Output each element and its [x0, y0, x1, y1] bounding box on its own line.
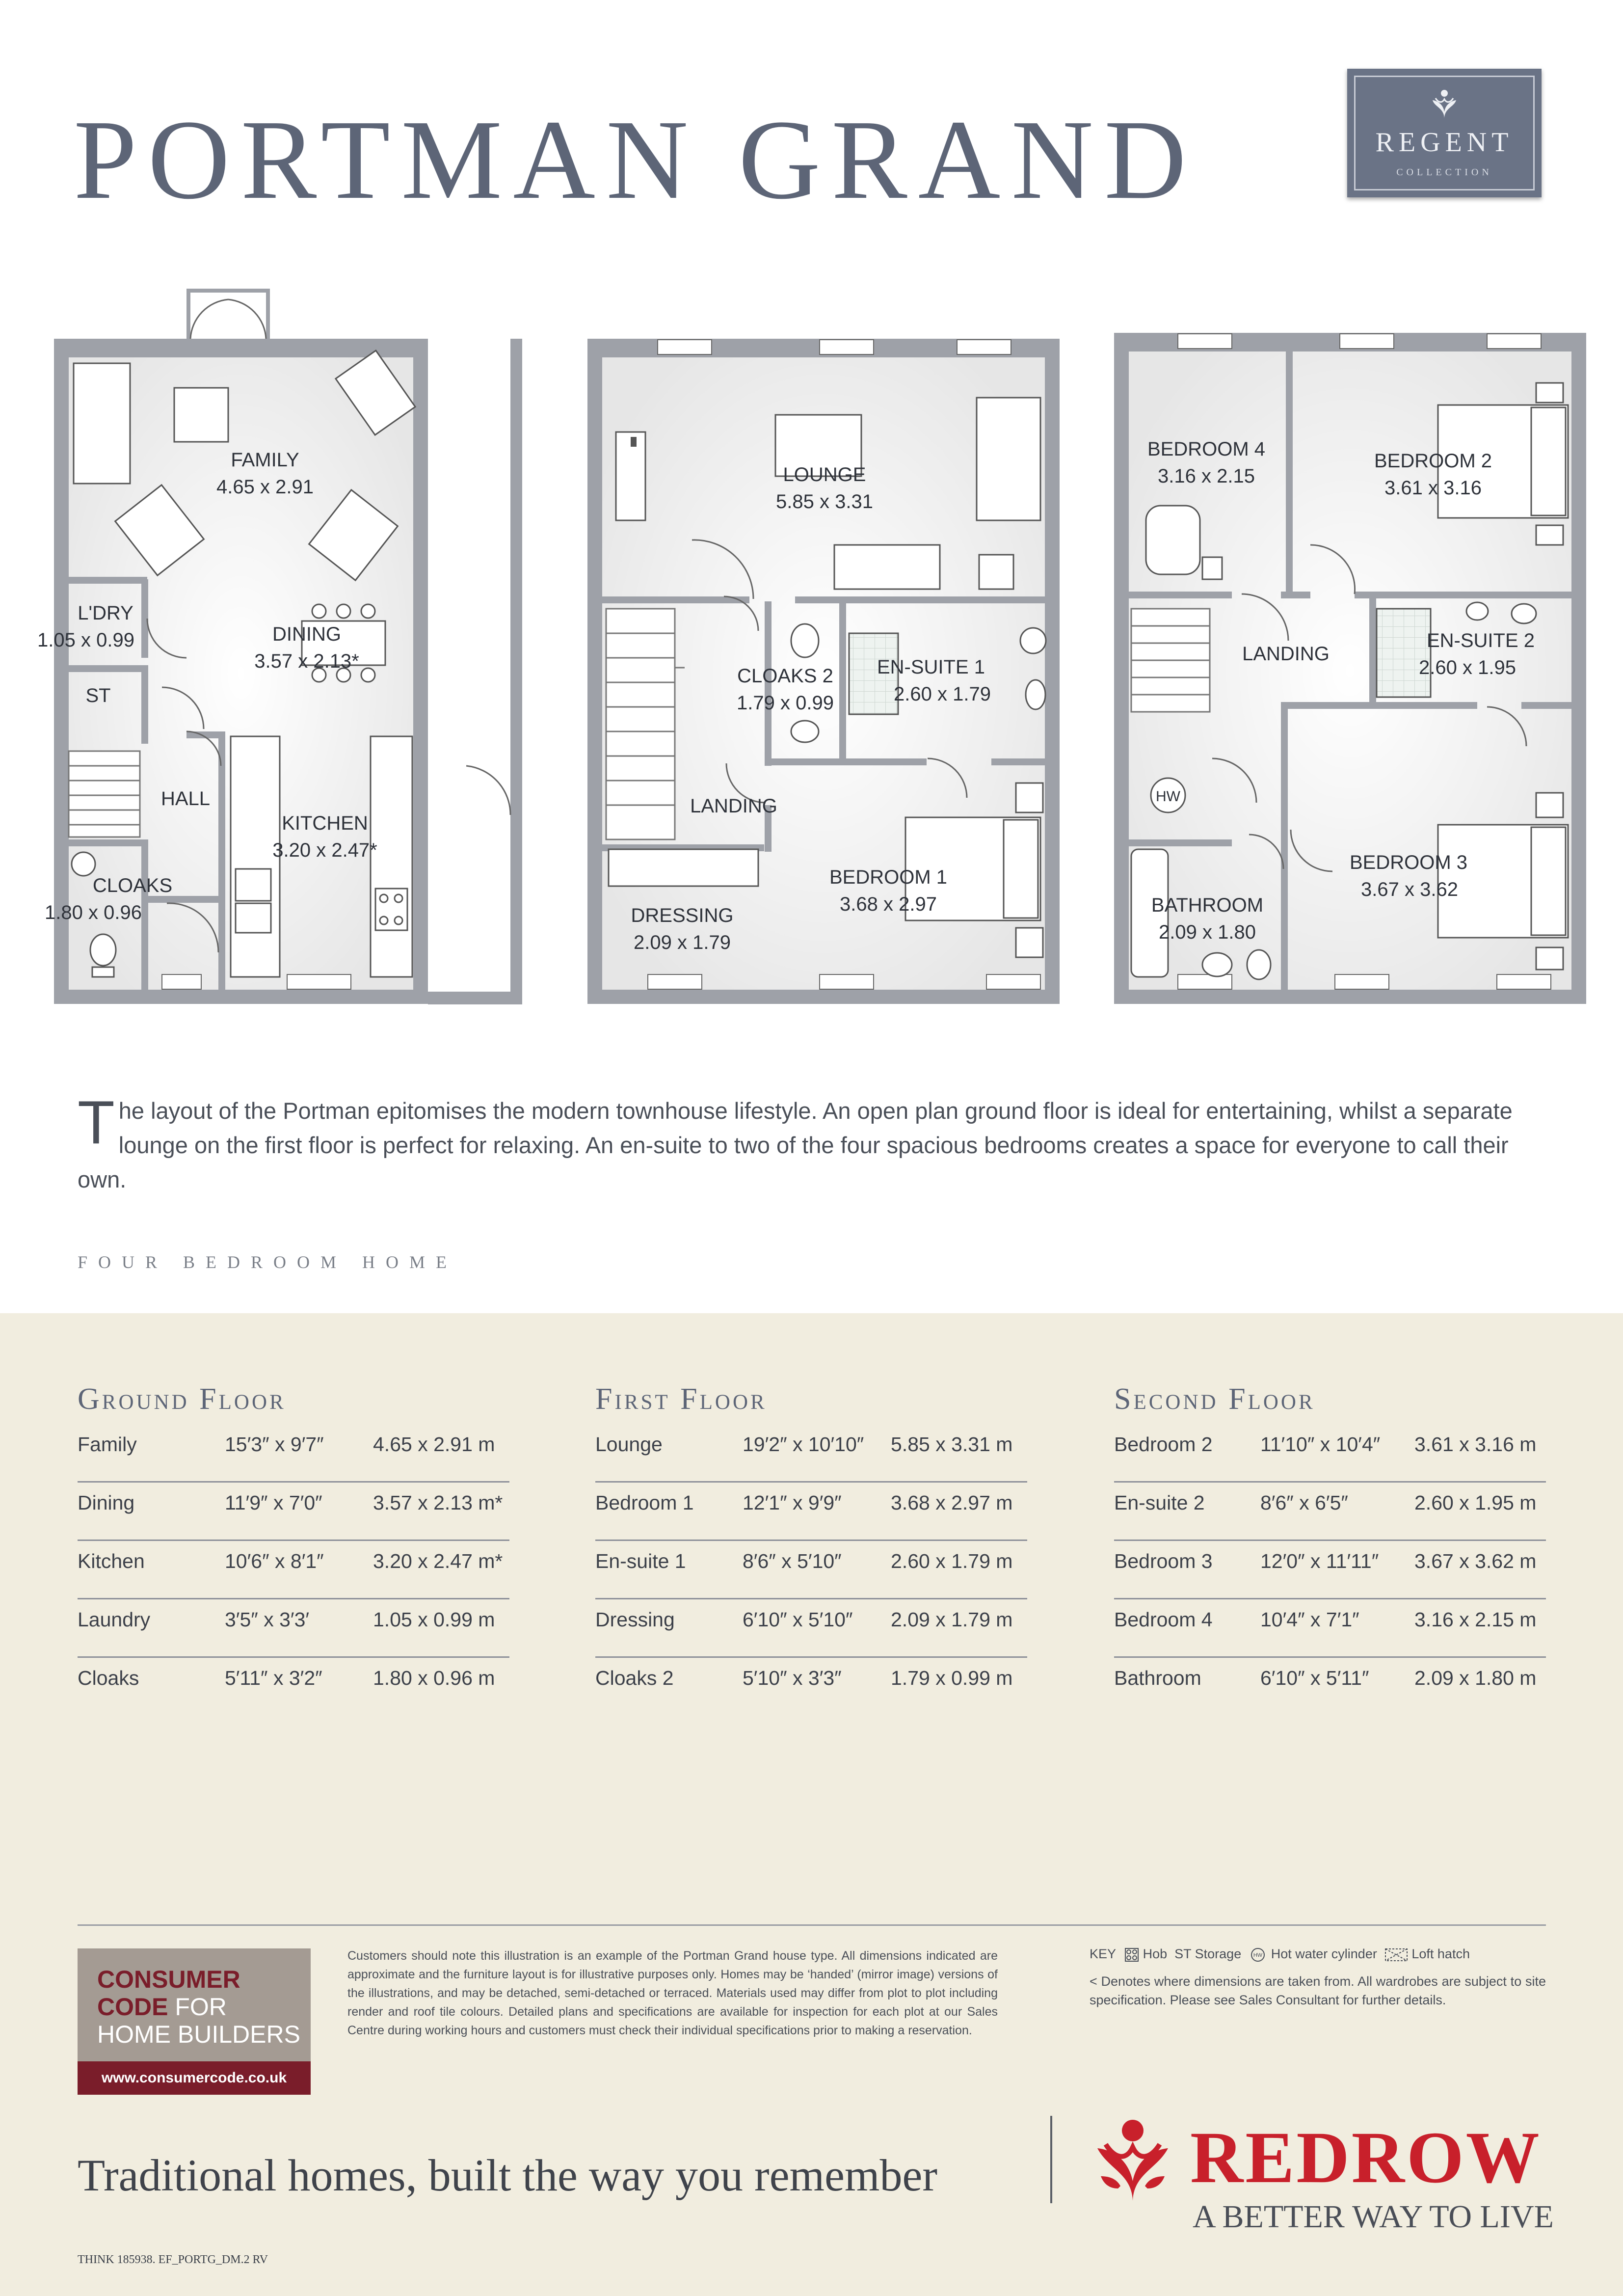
room-name-bedroom1: BEDROOM 1: [829, 866, 948, 888]
metric-size: 1.79 x 0.99 m: [891, 1667, 1013, 1689]
hot-water-cylinder-icon: [1249, 1947, 1267, 1962]
room-size-bedroom4: 3.16 x 2.15: [1158, 465, 1255, 487]
disclaimer-text: Customers should note this illustration is an example of the Portman Grand house type. All dimensions indicated are approximate and the furniture layout is for illustrative purposes only. Homes may be ‘handed’ (mirror image) versions of the illustrations, and may be detached, semi-detached or terraced. Materials used may differ from plot to plot including render and roof tile colours. Detailed plans and specifications are available for inspection for each plot at our Sales Centre during working hours and customers must check their individual specifications prior to making a reservation.: [347, 1949, 998, 2037]
footer-divider: [78, 1924, 1546, 1926]
room-label-st: [85, 685, 110, 706]
room-name-bedroom4: BEDROOM 4: [1147, 438, 1266, 460]
table-row: [78, 1483, 509, 1541]
room-size-ensuite2: 2.60 x 1.95: [1419, 657, 1516, 678]
room-name-lounge: LOUNGE: [783, 464, 866, 486]
room-name-cloaks2: CLOAKS 2: [737, 665, 833, 687]
redrow-tagline: A BETTER WAY TO LIVE: [1193, 2199, 1554, 2235]
room-label-hall: [161, 788, 210, 810]
hob-icon: [1124, 1947, 1139, 1962]
imperial-size: 11′9″ x 7′0″: [225, 1491, 322, 1514]
drop-cap: T: [78, 1089, 115, 1157]
room-name-st: ST: [85, 685, 111, 706]
cc-line-2: [97, 1993, 227, 2021]
page-title: PORTMAN GRAND: [74, 97, 1197, 223]
table-row: [1114, 1599, 1546, 1658]
room-size-family: 4.65 x 2.91: [216, 476, 314, 498]
loft-hatch-icon: [1384, 1947, 1408, 1962]
room-name: Kitchen: [78, 1550, 145, 1572]
room-size-cloaks2: 1.79 x 0.99: [737, 692, 834, 714]
metric-size: 3.68 x 2.97 m: [891, 1491, 1013, 1514]
document-reference: THINK 185938. EF_PORTG_DM.2 RV: [78, 2253, 268, 2266]
ground-floor-table: [78, 1424, 509, 1716]
room-size-ensuite1: 2.60 x 1.79: [894, 683, 991, 705]
imperial-size: 10′6″ x 8′1″: [225, 1550, 324, 1572]
metric-size: 5.85 x 3.31 m: [891, 1433, 1013, 1456]
imperial-size: 5′10″ x 3′3″: [743, 1667, 842, 1689]
room-label-landing-first: [690, 795, 777, 817]
room-name: Laundry: [78, 1608, 151, 1631]
room-name: En-suite 1: [595, 1550, 686, 1572]
imperial-size: 11′10″ x 10′4″: [1260, 1433, 1381, 1456]
room-name-bathroom: BATHROOM: [1151, 894, 1264, 916]
imperial-size: 15′3″ x 9′7″: [225, 1433, 324, 1456]
table-row: [1114, 1483, 1546, 1541]
intro-text: he layout of the Portman epitomises the modern townhouse lifestyle. An open plan ground floor is ideal for entertaining, whilst a separate lounge on the first floor is perfect for relaxing. An en-suite to two of the four spacious bedrooms creates a space for everyone to call their own.: [78, 1098, 1513, 1192]
table-row: [595, 1483, 1027, 1541]
room-name-dressing: DRESSING: [631, 905, 734, 926]
imperial-size: 12′1″ x 9′9″: [743, 1491, 842, 1514]
room-name: Lounge: [595, 1433, 663, 1456]
imperial-size: 6′10″ x 5′11″: [1260, 1667, 1369, 1689]
room-name: Dining: [78, 1491, 135, 1514]
first-floor-table: [595, 1424, 1027, 1716]
imperial-size: 19′2″ x 10′10″: [743, 1433, 864, 1456]
cc-code: CODE: [97, 1993, 168, 2021]
room-name-landing-second: LANDING: [1242, 643, 1330, 665]
table-row: [595, 1541, 1027, 1599]
room-name: Cloaks: [78, 1667, 139, 1689]
room-name-ensuite2: EN-SUITE 2: [1426, 630, 1535, 651]
second-floor-heading: Second Floor: [1114, 1382, 1315, 1416]
table-row: [78, 1424, 509, 1483]
imperial-size: 8′6″ x 5′10″: [743, 1550, 842, 1572]
ground-floor-heading: Ground Floor: [78, 1382, 286, 1416]
second-floor-plan: [1114, 333, 1586, 1004]
cc-for: FOR: [175, 1993, 227, 2021]
hw-icon-glyph: HW: [1253, 1952, 1263, 1958]
table-row: [78, 1599, 509, 1658]
room-name-hall: HALL: [160, 788, 211, 810]
metric-size: 3.57 x 2.13 m*: [373, 1491, 503, 1514]
room-size-kitchen: 3.20 x 2.47*: [272, 839, 377, 861]
metric-size: 2.09 x 1.79 m: [891, 1608, 1013, 1631]
key-loft-hatch: Loft hatch: [1411, 1946, 1470, 1961]
room-size-laundry: 1.05 x 0.99: [37, 629, 134, 651]
badge-sub: COLLECTION: [1396, 167, 1492, 178]
room-name: Bedroom 4: [1114, 1608, 1213, 1631]
metric-size: 3.20 x 2.47 m*: [373, 1550, 503, 1572]
metric-size: 4.65 x 2.91 m: [373, 1433, 495, 1456]
room-name: Family: [78, 1433, 137, 1456]
room-name: Cloaks 2: [595, 1667, 674, 1689]
metric-size: 1.05 x 0.99 m: [373, 1608, 495, 1631]
metric-size: 2.60 x 1.95 m: [1414, 1491, 1537, 1514]
consumer-code-url[interactable]: www.consumercode.co.uk: [78, 2061, 311, 2095]
room-name-kitchen: KITCHEN: [282, 812, 368, 834]
hw-cylinder-label: HW: [1156, 788, 1180, 805]
room-label-hw: [1156, 788, 1181, 805]
metric-size: 1.80 x 0.96 m: [373, 1667, 495, 1689]
imperial-size: 12′0″ x 11′11″: [1260, 1550, 1379, 1572]
imperial-size: 3′5″ x 3′3′: [225, 1608, 310, 1631]
imperial-size: 5′11″ x 3′2″: [225, 1667, 322, 1689]
cc-line-3: HOME BUILDERS: [97, 2021, 300, 2048]
key-storage: ST Storage: [1174, 1946, 1242, 1961]
key-hot-water: Hot water cylinder: [1271, 1946, 1377, 1961]
metric-size: 2.09 x 1.80 m: [1414, 1667, 1537, 1689]
room-size-bedroom1: 3.68 x 2.97: [840, 893, 937, 915]
first-floor-heading: First Floor: [595, 1382, 767, 1416]
table-row: [78, 1541, 509, 1599]
cc-line-1: CONSUMER: [97, 1966, 240, 1993]
metric-size: 3.16 x 2.15 m: [1414, 1608, 1537, 1631]
table-row: [1114, 1424, 1546, 1483]
table-row: [595, 1599, 1027, 1658]
ground-floor-plan: [37, 289, 555, 1004]
imperial-size: 6′10″ x 5′10″: [743, 1608, 853, 1631]
table-row: [1114, 1541, 1546, 1599]
room-name-dining: DINING: [272, 623, 341, 645]
key-note: < Denotes where dimensions are taken from. All wardrobes are subject to site specification. Please see Sales Consultant for further details.: [1090, 1974, 1546, 2007]
room-name: Bedroom 1: [595, 1491, 694, 1514]
intro-paragraph: [78, 1089, 1550, 1197]
table-row: [595, 1424, 1027, 1483]
key-label: KEY: [1090, 1946, 1116, 1961]
table-row: [78, 1658, 509, 1716]
table-row: [595, 1658, 1027, 1716]
consumer-code-logo: [78, 1948, 311, 2095]
room-name: Bedroom 2: [1114, 1433, 1213, 1456]
metric-size: 3.67 x 3.62 m: [1414, 1550, 1537, 1572]
second-floor-table: [1114, 1424, 1546, 1716]
room-size-bedroom3: 3.67 x 3.62: [1361, 879, 1458, 900]
tagline: Traditional homes, built the way you remember: [78, 2150, 937, 2200]
metric-size: 3.61 x 3.16 m: [1414, 1433, 1537, 1456]
imperial-size: 10′4″ x 7′1″: [1260, 1608, 1359, 1631]
room-name: Bedroom 3: [1114, 1550, 1213, 1572]
room-name-landing-first: LANDING: [690, 795, 777, 817]
key-hob: Hob: [1143, 1946, 1168, 1961]
table-row: [1114, 1658, 1546, 1716]
floor-plans: [0, 0, 1623, 1080]
key-legend: [1090, 1946, 1546, 1962]
room-label-landing-second: [1242, 643, 1330, 665]
room-name-ensuite1: EN-SUITE 1: [877, 656, 985, 678]
first-floor-plan: [587, 339, 1060, 1004]
room-name: En-suite 2: [1114, 1491, 1205, 1514]
room-size-lounge: 5.85 x 3.31: [776, 491, 873, 513]
badge-name: REGENT: [1375, 127, 1514, 158]
room-name-cloaks: CLOAKS: [92, 875, 173, 896]
room-name-family: FAMILY: [231, 449, 299, 471]
imperial-size: 8′6″ x 6′5″: [1260, 1491, 1348, 1514]
home-type-subtitle: FOUR BEDROOM HOME: [78, 1252, 458, 1272]
room-name: Bathroom: [1114, 1667, 1201, 1689]
room-name-laundry: L'DRY: [78, 602, 133, 624]
room-size-dressing: 2.09 x 1.79: [634, 932, 731, 953]
room-size-bedroom2: 3.61 x 3.16: [1384, 477, 1482, 499]
room-name-bedroom3: BEDROOM 3: [1349, 852, 1468, 873]
redrow-emblem-icon: [1089, 2115, 1177, 2203]
redrow-logo-wordmark: REDROW: [1190, 2117, 1542, 2198]
room-size-bathroom: 2.09 x 1.80: [1159, 921, 1256, 943]
room-name: Dressing: [595, 1608, 675, 1631]
room-size-cloaks: 1.80 x 0.96: [45, 902, 142, 923]
room-name-bedroom2: BEDROOM 2: [1374, 450, 1492, 472]
room-size-dining: 3.57 x 2.13*: [254, 650, 359, 672]
metric-size: 2.60 x 1.79 m: [891, 1550, 1013, 1572]
footer-vertical-divider: [1050, 2116, 1052, 2203]
